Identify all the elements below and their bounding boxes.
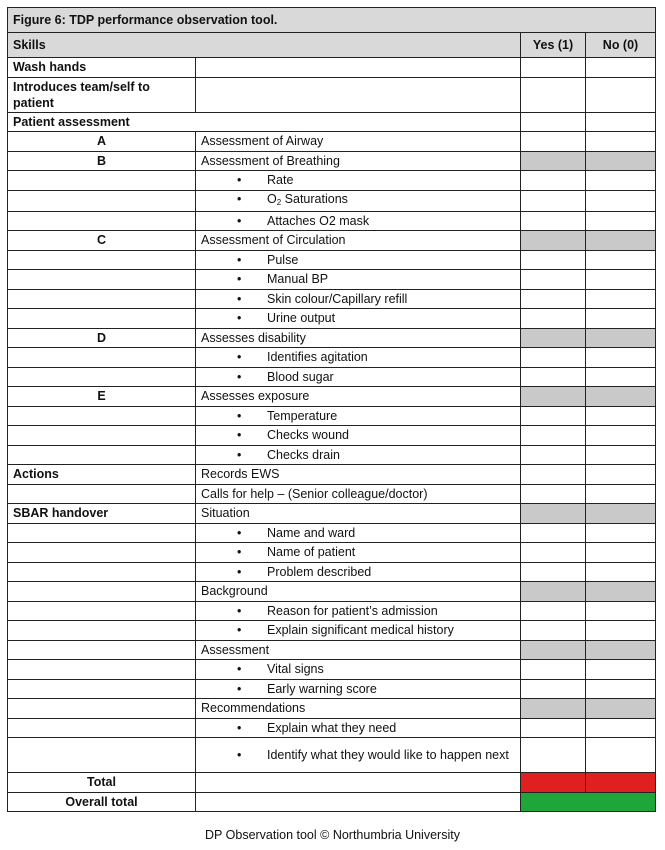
- table-row: [8, 151, 656, 171]
- no-cell[interactable]: [586, 151, 656, 171]
- yes-cell[interactable]: [521, 504, 586, 524]
- bullet-icon: •: [237, 662, 242, 677]
- table-row: [8, 406, 656, 426]
- bullet-text: Identifies agitation: [267, 350, 368, 365]
- empty-cell: [8, 211, 196, 231]
- skill-detail: Assessment: [196, 640, 521, 660]
- table-row: [8, 601, 656, 621]
- yes-cell[interactable]: [521, 151, 586, 171]
- assessment-detail: Assesses exposure: [196, 387, 521, 407]
- yes-cell[interactable]: [521, 660, 586, 680]
- table-row: [8, 621, 656, 641]
- table-row: [8, 132, 656, 152]
- bullet-text: Pulse: [267, 252, 299, 267]
- yes-cell[interactable]: [521, 328, 586, 348]
- yes-header: Yes (1): [521, 33, 586, 58]
- assessment-letter: D: [8, 328, 196, 348]
- empty-cell: [8, 289, 196, 309]
- bullet-text: Checks wound: [267, 428, 349, 443]
- bullet-item: [196, 718, 521, 738]
- table-row: [8, 738, 656, 773]
- no-cell[interactable]: [586, 543, 656, 563]
- yes-cell[interactable]: [521, 406, 586, 426]
- bullet-text: Attaches O2 mask: [267, 213, 370, 228]
- table-row: [8, 250, 656, 270]
- bullet-item: [196, 562, 521, 582]
- yes-cell[interactable]: [521, 465, 586, 485]
- bullet-icon: •: [237, 545, 242, 560]
- empty-cell: [8, 367, 196, 387]
- bullet-item: [196, 171, 521, 191]
- bullet-text: Problem described: [267, 564, 372, 579]
- no-cell[interactable]: [586, 348, 656, 368]
- empty-cell: [8, 621, 196, 641]
- no-cell[interactable]: [586, 699, 656, 719]
- table-row: [8, 58, 656, 78]
- table-row: [8, 465, 656, 485]
- empty-cell: [8, 406, 196, 426]
- yes-cell[interactable]: [521, 640, 586, 660]
- table-row: [8, 792, 656, 812]
- no-cell[interactable]: [586, 171, 656, 191]
- no-cell[interactable]: [586, 270, 656, 290]
- bullet-icon: •: [237, 623, 242, 638]
- yes-cell[interactable]: [521, 270, 586, 290]
- table-row: [8, 582, 656, 602]
- bullet-icon: •: [237, 408, 242, 423]
- bullet-icon: •: [237, 720, 242, 735]
- bullet-icon: •: [237, 681, 242, 696]
- skill-label: Introduces team/self to patient: [8, 77, 196, 112]
- yes-cell[interactable]: [521, 309, 586, 329]
- yes-cell[interactable]: [521, 718, 586, 738]
- table-row: [8, 348, 656, 368]
- table-row: [8, 426, 656, 446]
- yes-cell[interactable]: [521, 601, 586, 621]
- bullet-item: [196, 543, 521, 563]
- bullet-icon: •: [237, 213, 242, 228]
- yes-cell[interactable]: [521, 426, 586, 446]
- bullet-text: Name and ward: [267, 525, 356, 540]
- bullet-icon: •: [237, 603, 242, 618]
- bullet-item: [196, 250, 521, 270]
- skill-label: [8, 582, 196, 602]
- table-row: [8, 171, 656, 191]
- no-cell[interactable]: [586, 718, 656, 738]
- yes-cell[interactable]: [521, 738, 586, 773]
- bullet-item: [196, 445, 521, 465]
- table-row: [8, 445, 656, 465]
- table-row: [8, 562, 656, 582]
- bullet-item: [196, 679, 521, 699]
- bullet-icon: •: [237, 252, 242, 267]
- empty-cell: [8, 738, 196, 773]
- total-yes-cell: [521, 773, 586, 793]
- skill-label: [8, 699, 196, 719]
- no-cell[interactable]: [586, 679, 656, 699]
- yes-cell[interactable]: [521, 679, 586, 699]
- yes-cell[interactable]: [521, 171, 586, 191]
- bullet-icon: •: [237, 350, 242, 365]
- no-header: No (0): [586, 33, 656, 58]
- bullet-item: [196, 309, 521, 329]
- bullet-text: Identify what they would like to happen next: [267, 748, 509, 762]
- table-row: [8, 484, 656, 504]
- bullet-text: Reason for patient’s admission: [267, 603, 438, 618]
- yes-cell: [521, 112, 586, 132]
- yes-cell[interactable]: [521, 523, 586, 543]
- skill-detail: [196, 58, 521, 78]
- yes-cell[interactable]: [521, 58, 586, 78]
- no-cell[interactable]: [586, 504, 656, 524]
- yes-cell[interactable]: [521, 367, 586, 387]
- bullet-text: Early warning score: [267, 681, 377, 696]
- table-row: [8, 718, 656, 738]
- no-cell[interactable]: [586, 132, 656, 152]
- footer-credit: DP Observation tool © Northumbria University: [205, 828, 460, 842]
- no-cell[interactable]: [586, 289, 656, 309]
- bullet-icon: •: [237, 447, 242, 462]
- assessment-detail: Assesses disability: [196, 328, 521, 348]
- no-cell[interactable]: [586, 465, 656, 485]
- no-cell[interactable]: [586, 211, 656, 231]
- yes-cell[interactable]: [521, 699, 586, 719]
- empty-cell: [8, 601, 196, 621]
- bullet-text: Explain what they need: [267, 720, 397, 735]
- yes-cell[interactable]: [521, 190, 586, 211]
- overall-total-cell: [521, 792, 656, 812]
- assessment-letter: B: [8, 151, 196, 171]
- section-label: Patient assessment: [8, 112, 521, 132]
- bullet-icon: •: [237, 525, 242, 540]
- table-row: [8, 387, 656, 407]
- assessment-letter: C: [8, 231, 196, 251]
- table-row: [8, 190, 656, 211]
- yes-cell[interactable]: [521, 231, 586, 251]
- bullet-item: [196, 738, 521, 773]
- assessment-letter: E: [8, 387, 196, 407]
- bullet-icon: •: [237, 173, 242, 188]
- skill-detail: Records EWS: [196, 465, 521, 485]
- skills-header: Skills: [8, 33, 521, 58]
- skill-detail: Situation: [196, 504, 521, 524]
- yes-cell[interactable]: [521, 543, 586, 563]
- yes-cell[interactable]: [521, 445, 586, 465]
- table-row: [8, 231, 656, 251]
- no-cell[interactable]: [586, 562, 656, 582]
- assessment-letter: A: [8, 132, 196, 152]
- no-cell[interactable]: [586, 58, 656, 78]
- table-row: [8, 679, 656, 699]
- bullet-text: Name of patient: [267, 545, 356, 560]
- bullet-item: [196, 660, 521, 680]
- empty-cell: [8, 270, 196, 290]
- empty-cell: [8, 171, 196, 191]
- no-cell[interactable]: [586, 77, 656, 112]
- total-no-cell: [586, 773, 656, 793]
- bullet-item: [196, 367, 521, 387]
- no-cell[interactable]: [586, 309, 656, 329]
- bullet-text: Rate: [267, 173, 294, 188]
- observation-table: [7, 7, 656, 812]
- table-row: [8, 660, 656, 680]
- skill-label: Actions: [8, 465, 196, 485]
- skill-label: SBAR handover: [8, 504, 196, 524]
- no-cell[interactable]: [586, 190, 656, 211]
- bullet-item: [196, 348, 521, 368]
- bullet-item: [196, 270, 521, 290]
- table-row: [8, 270, 656, 290]
- no-cell[interactable]: [586, 250, 656, 270]
- bullet-item: [196, 289, 521, 309]
- empty-cell: [196, 773, 521, 793]
- no-cell[interactable]: [586, 445, 656, 465]
- total-label: Overall total: [8, 792, 196, 812]
- yes-cell[interactable]: [521, 387, 586, 407]
- empty-cell: [8, 679, 196, 699]
- table-row: [8, 504, 656, 524]
- empty-cell: [8, 660, 196, 680]
- empty-cell: [8, 426, 196, 446]
- yes-cell[interactable]: [521, 289, 586, 309]
- bullet-item: [196, 523, 521, 543]
- empty-cell: [8, 250, 196, 270]
- table-row: [8, 523, 656, 543]
- bullet-text: Blood sugar: [267, 369, 334, 384]
- bullet-text: $O_2$ Saturations: [267, 191, 348, 207]
- empty-cell: [8, 562, 196, 582]
- bullet-icon: •: [237, 748, 242, 762]
- yes-cell[interactable]: [521, 250, 586, 270]
- no-cell[interactable]: [586, 582, 656, 602]
- observation-tool: [7, 7, 655, 812]
- bullet-item: [196, 211, 521, 231]
- yes-cell[interactable]: [521, 348, 586, 368]
- bullet-item: [196, 601, 521, 621]
- bullet-text: Explain significant medical history: [267, 623, 454, 638]
- bullet-text: Vital signs: [267, 662, 324, 677]
- bullet-text: Skin colour/Capillary refill: [267, 291, 408, 306]
- no-cell[interactable]: [586, 367, 656, 387]
- empty-cell: [8, 445, 196, 465]
- skill-detail: Calls for help – (Senior colleague/doctor): [196, 484, 521, 504]
- empty-cell: [8, 348, 196, 368]
- bullet-icon: •: [237, 291, 242, 306]
- bullet-item: [196, 621, 521, 641]
- bullet-item: [196, 190, 521, 211]
- bullet-text: Manual BP: [267, 272, 329, 287]
- yes-cell[interactable]: [521, 211, 586, 231]
- empty-cell: [8, 523, 196, 543]
- table-row: [8, 112, 656, 132]
- yes-cell[interactable]: [521, 562, 586, 582]
- assessment-detail: Assessment of Breathing: [196, 151, 521, 171]
- bullet-icon: •: [237, 564, 242, 579]
- figure-title-row: [8, 8, 656, 33]
- empty-cell: [8, 718, 196, 738]
- table-row: [8, 640, 656, 660]
- table-row: [8, 543, 656, 563]
- no-cell[interactable]: [586, 387, 656, 407]
- skill-detail: [196, 77, 521, 112]
- table-row: [8, 289, 656, 309]
- bullet-icon: •: [237, 428, 242, 443]
- skill-detail: Recommendations: [196, 699, 521, 719]
- assessment-detail: Assessment of Circulation: [196, 231, 521, 251]
- bullet-text: Temperature: [267, 408, 338, 423]
- bullet-text: Checks drain: [267, 447, 340, 462]
- header-row: [8, 33, 656, 58]
- table-row: [8, 211, 656, 231]
- no-cell[interactable]: [586, 523, 656, 543]
- table-row: [8, 699, 656, 719]
- bullet-item: [196, 406, 521, 426]
- no-cell[interactable]: [586, 406, 656, 426]
- bullet-text: Urine output: [267, 311, 336, 326]
- skill-detail: Background: [196, 582, 521, 602]
- empty-cell: [8, 309, 196, 329]
- bullet-icon: •: [237, 272, 242, 287]
- skill-label: Wash hands: [8, 58, 196, 78]
- skill-label: [8, 640, 196, 660]
- empty-cell: [196, 792, 521, 812]
- no-cell[interactable]: [586, 601, 656, 621]
- no-cell[interactable]: [586, 621, 656, 641]
- table-row: [8, 367, 656, 387]
- table-row: [8, 309, 656, 329]
- table-row: [8, 77, 656, 112]
- figure-title: Figure 6: TDP performance observation tool.: [8, 8, 656, 33]
- bullet-icon: •: [237, 311, 242, 326]
- total-label: Total: [8, 773, 196, 793]
- bullet-item: [196, 426, 521, 446]
- skill-label: [8, 484, 196, 504]
- empty-cell: [8, 543, 196, 563]
- bullet-icon: •: [237, 191, 242, 206]
- table-row: [8, 773, 656, 793]
- yes-cell[interactable]: [521, 582, 586, 602]
- no-cell[interactable]: [586, 640, 656, 660]
- no-cell[interactable]: [586, 738, 656, 773]
- yes-cell[interactable]: [521, 132, 586, 152]
- table-row: [8, 328, 656, 348]
- yes-cell[interactable]: [521, 484, 586, 504]
- no-cell[interactable]: [586, 426, 656, 446]
- bullet-icon: •: [237, 369, 242, 384]
- no-cell[interactable]: [586, 660, 656, 680]
- no-cell[interactable]: [586, 328, 656, 348]
- no-cell[interactable]: [586, 484, 656, 504]
- no-cell[interactable]: [586, 231, 656, 251]
- yes-cell[interactable]: [521, 77, 586, 112]
- no-cell: [586, 112, 656, 132]
- assessment-detail: Assessment of Airway: [196, 132, 521, 152]
- empty-cell: [8, 190, 196, 211]
- yes-cell[interactable]: [521, 621, 586, 641]
